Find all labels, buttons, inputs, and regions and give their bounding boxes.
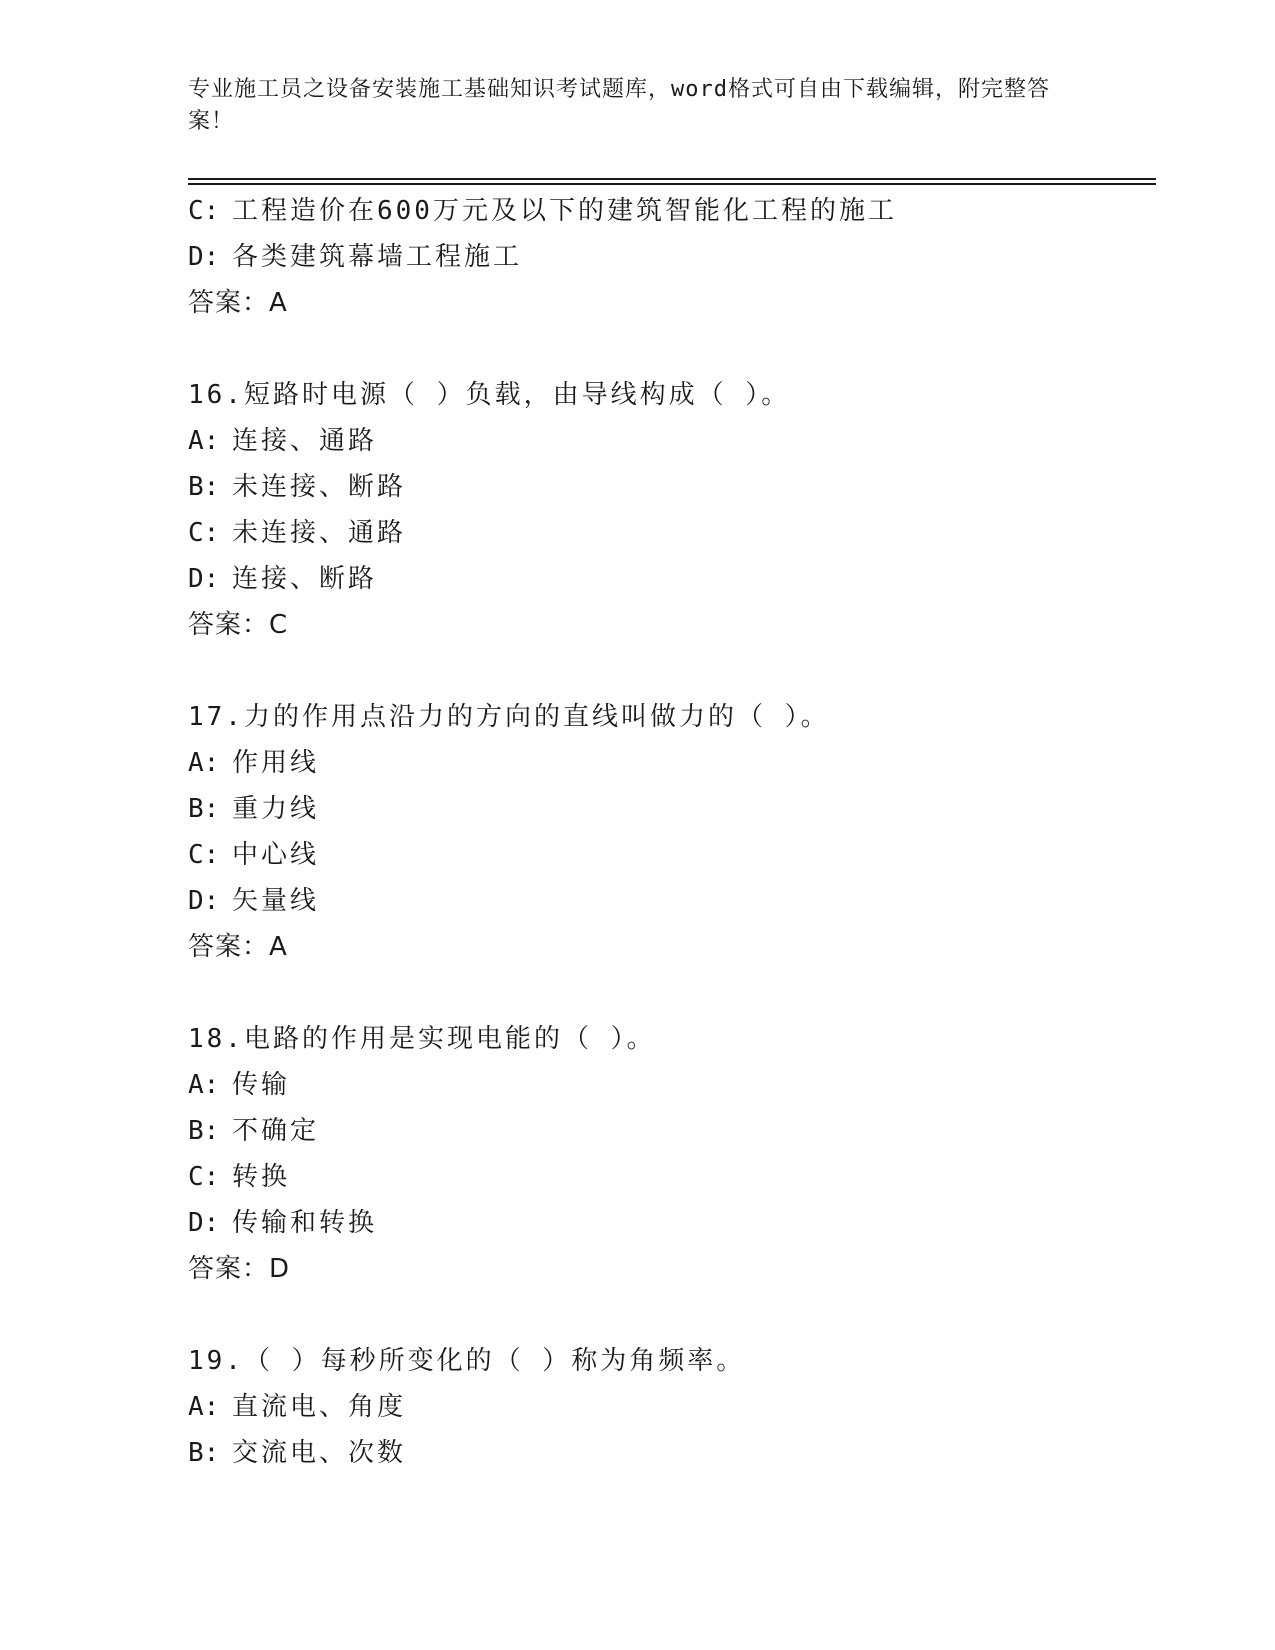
option-line <box>188 740 1156 786</box>
question-stem: 16.短路时电源（ ）负载，由导线构成（ ）。 <box>188 380 791 410</box>
option-key: C: <box>188 196 220 226</box>
option-line <box>188 878 1156 924</box>
option-text: 作用线 <box>232 748 320 778</box>
answer-line: 答案：A <box>188 932 288 962</box>
option-text: 各类建筑幕墙工程施工 <box>232 242 523 272</box>
question-list <box>188 188 1156 1476</box>
option-key: B: <box>188 1116 220 1146</box>
option-line <box>188 510 1156 556</box>
option-line <box>188 1430 1156 1476</box>
option-text: 交流电、次数 <box>232 1438 407 1468</box>
option-line <box>188 418 1156 464</box>
document-header <box>188 74 1068 138</box>
option-text: 重力线 <box>232 794 320 824</box>
option-text: 未连接、断路 <box>232 472 407 502</box>
option-line <box>188 1154 1156 1200</box>
option-key: A: <box>188 426 220 456</box>
option-key: B: <box>188 794 220 824</box>
option-key: A: <box>188 1392 220 1422</box>
header-rule-top <box>188 178 1156 180</box>
option-key: A: <box>188 1070 220 1100</box>
option-line <box>188 556 1156 602</box>
option-key: D: <box>188 564 220 594</box>
option-line <box>188 188 1156 234</box>
option-text: 传输和转换 <box>232 1208 378 1238</box>
option-line <box>188 786 1156 832</box>
option-line <box>188 234 1156 280</box>
option-line <box>188 1108 1156 1154</box>
option-key: B: <box>188 1438 220 1468</box>
option-key: D: <box>188 242 220 272</box>
option-text: 中心线 <box>232 840 320 870</box>
header-text: 专业施工员之设备安装施工基础知识考试题库，word格式可自由下载编辑，附完整答案！ <box>188 77 1050 134</box>
header-rule-bottom <box>188 183 1156 185</box>
option-key: C: <box>188 1162 220 1192</box>
option-text: 不确定 <box>232 1116 320 1146</box>
option-key: D: <box>188 886 220 916</box>
option-key: C: <box>188 518 220 548</box>
answer-line: 答案：D <box>188 1254 291 1284</box>
option-key: C: <box>188 840 220 870</box>
option-line <box>188 464 1156 510</box>
option-text: 传输 <box>232 1070 291 1100</box>
option-text: 转换 <box>232 1162 291 1192</box>
option-text: 连接、通路 <box>232 426 378 456</box>
option-line <box>188 1062 1156 1108</box>
option-key: D: <box>188 1208 220 1238</box>
question-stem: 18.电路的作用是实现电能的（ ）。 <box>188 1024 656 1054</box>
option-key: B: <box>188 472 220 502</box>
answer-line: 答案：A <box>188 288 288 318</box>
option-line <box>188 1200 1156 1246</box>
option-line <box>188 1384 1156 1430</box>
option-text: 矢量线 <box>232 886 320 916</box>
option-text: 直流电、角度 <box>232 1392 407 1422</box>
option-text: 未连接、通路 <box>232 518 407 548</box>
option-text: 工程造价在600万元及以下的建筑智能化工程的施工 <box>232 196 897 226</box>
question-stem: 19.（ ）每秒所变化的（ ）称为角频率。 <box>188 1346 746 1376</box>
answer-line: 答案：C <box>188 610 289 640</box>
option-text: 连接、断路 <box>232 564 378 594</box>
question-stem: 17.力的作用点沿力的方向的直线叫做力的（ ）。 <box>188 702 830 732</box>
option-key: A: <box>188 748 220 778</box>
option-line <box>188 832 1156 878</box>
